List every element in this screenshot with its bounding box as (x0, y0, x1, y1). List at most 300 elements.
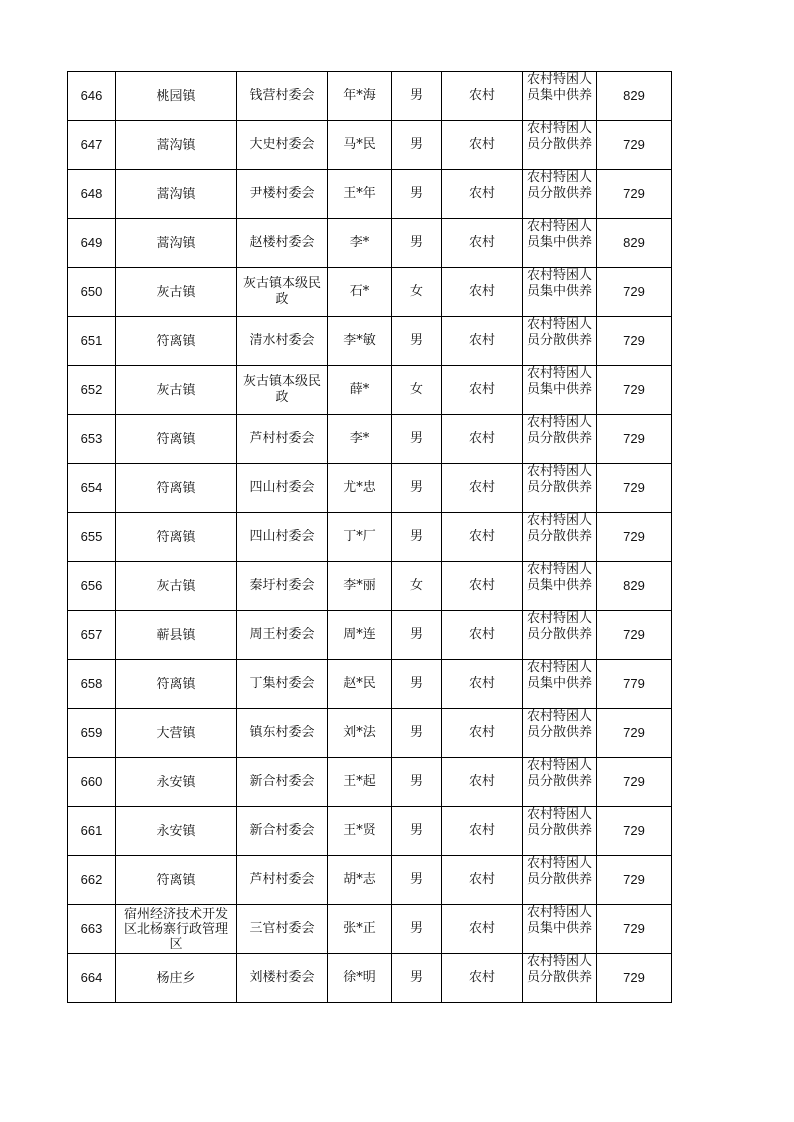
amount-text: 729 (623, 382, 645, 397)
town-text: 符离镇 (156, 333, 196, 349)
amount-cell (597, 807, 672, 856)
person-name-text: 胡*志 (343, 872, 376, 887)
amount-text: 779 (623, 676, 645, 691)
gender-cell (392, 464, 442, 513)
residence-area-text: 农村 (468, 627, 495, 642)
residence-area-text: 农村 (468, 676, 495, 691)
row-number-cell (68, 366, 116, 415)
village-committee-text: 新合村委会 (249, 774, 315, 789)
village-committee-cell (237, 611, 328, 660)
town-cell (116, 905, 237, 954)
support-type-cell (523, 807, 597, 856)
row-number-cell (68, 611, 116, 660)
residence-area-text: 农村 (468, 88, 495, 103)
residence-area-cell (442, 72, 523, 121)
village-committee-cell (237, 660, 328, 709)
row-number-text: 659 (80, 725, 103, 740)
village-committee-cell (237, 219, 328, 268)
residence-area-cell (442, 513, 523, 562)
residence-area-cell (442, 415, 523, 464)
amount-cell (597, 905, 672, 954)
town-cell (116, 268, 237, 317)
support-type-cell (523, 611, 597, 660)
village-committee-text: 镇东村委会 (249, 725, 315, 740)
amount-text: 829 (623, 235, 645, 250)
residence-area-cell (442, 317, 523, 366)
residence-area-text: 农村 (468, 333, 495, 348)
town-text: 符离镇 (156, 676, 196, 692)
support-type-cell (523, 954, 597, 1003)
village-committee-text: 钱营村委会 (249, 88, 315, 103)
support-type-cell (523, 366, 597, 415)
amount-cell (597, 464, 672, 513)
gender-text: 男 (409, 333, 423, 348)
amount-cell (597, 72, 672, 121)
row-number-cell (68, 415, 116, 464)
town-text: 大营镇 (156, 725, 196, 741)
support-type-cell (523, 72, 597, 121)
person-name-cell (328, 317, 392, 366)
village-committee-text: 尹楼村委会 (249, 186, 315, 201)
gender-text: 男 (409, 88, 423, 103)
residence-area-text: 农村 (468, 137, 495, 152)
person-name-cell (328, 366, 392, 415)
row-number-text: 646 (80, 88, 103, 103)
person-name-cell (328, 415, 392, 464)
row-number-cell (68, 954, 116, 1003)
person-name-text: 石* (349, 284, 370, 299)
amount-cell (597, 170, 672, 219)
support-type-cell (523, 905, 597, 954)
row-number-text: 655 (80, 529, 103, 544)
person-name-cell (328, 660, 392, 709)
village-committee-text: 灰古镇本级民政 (242, 276, 321, 307)
support-type-text: 农村特困人员集中供养 (526, 904, 592, 936)
town-text: 永安镇 (156, 774, 196, 790)
village-committee-cell (237, 856, 328, 905)
residence-area-text: 农村 (468, 480, 495, 495)
amount-text: 729 (623, 725, 645, 740)
gender-text: 男 (409, 235, 423, 250)
amount-text: 729 (623, 480, 645, 495)
gender-text: 女 (409, 578, 423, 593)
support-type-cell (523, 170, 597, 219)
table-row (68, 415, 672, 464)
person-name-text: 王*年 (343, 186, 376, 201)
gender-cell (392, 366, 442, 415)
support-type-text: 农村特困人员分散供养 (526, 120, 592, 152)
village-committee-text: 周王村委会 (249, 627, 315, 642)
row-number-text: 657 (80, 627, 103, 642)
table-row (68, 72, 672, 121)
person-name-text: 徐*明 (343, 970, 376, 985)
table-row (68, 121, 672, 170)
support-type-text: 农村特困人员分散供养 (526, 414, 592, 446)
support-type-cell (523, 660, 597, 709)
amount-cell (597, 219, 672, 268)
amount-cell (597, 268, 672, 317)
residence-area-cell (442, 660, 523, 709)
gender-cell (392, 121, 442, 170)
amount-text: 729 (623, 823, 645, 838)
row-number-cell (68, 219, 116, 268)
gender-text: 男 (409, 872, 423, 887)
gender-text: 男 (409, 431, 423, 446)
town-text: 符离镇 (156, 480, 196, 496)
residence-area-cell (442, 807, 523, 856)
residence-area-cell (442, 562, 523, 611)
person-name-text: 薛* (349, 382, 370, 397)
gender-cell (392, 513, 442, 562)
town-cell (116, 415, 237, 464)
row-number-text: 647 (80, 137, 103, 152)
support-type-cell (523, 121, 597, 170)
amount-text: 729 (623, 627, 645, 642)
residence-area-cell (442, 121, 523, 170)
person-name-text: 张*正 (343, 921, 376, 936)
residence-area-cell (442, 268, 523, 317)
residence-area-text: 农村 (468, 725, 495, 740)
residence-area-text: 农村 (468, 921, 495, 936)
table-row (68, 856, 672, 905)
amount-text: 729 (623, 431, 645, 446)
town-text: 符离镇 (156, 431, 196, 447)
village-committee-text: 灰古镇本级民政 (242, 374, 321, 405)
town-cell (116, 807, 237, 856)
village-committee-cell (237, 709, 328, 758)
gender-text: 男 (409, 137, 423, 152)
table-row (68, 366, 672, 415)
amount-cell (597, 611, 672, 660)
gender-cell (392, 709, 442, 758)
residence-area-cell (442, 905, 523, 954)
gender-cell (392, 170, 442, 219)
row-number-text: 656 (80, 578, 103, 593)
town-cell (116, 72, 237, 121)
residence-area-text: 农村 (468, 284, 495, 299)
amount-cell (597, 660, 672, 709)
row-number-cell (68, 660, 116, 709)
town-text: 蒿沟镇 (156, 186, 196, 202)
support-type-text: 农村特困人员分散供养 (526, 806, 592, 838)
residence-area-cell (442, 758, 523, 807)
person-name-cell (328, 170, 392, 219)
gender-cell (392, 72, 442, 121)
amount-text: 729 (623, 284, 645, 299)
amount-cell (597, 954, 672, 1003)
amount-cell (597, 856, 672, 905)
person-name-cell (328, 709, 392, 758)
row-number-cell (68, 121, 116, 170)
gender-cell (392, 856, 442, 905)
support-type-text: 农村特困人员分散供养 (526, 757, 592, 789)
town-text: 蒿沟镇 (156, 235, 196, 251)
gender-cell (392, 758, 442, 807)
village-committee-cell (237, 905, 328, 954)
gender-cell (392, 219, 442, 268)
town-cell (116, 611, 237, 660)
support-type-cell (523, 758, 597, 807)
village-committee-cell (237, 562, 328, 611)
village-committee-cell (237, 464, 328, 513)
gender-cell (392, 415, 442, 464)
row-number-text: 663 (80, 921, 103, 936)
town-cell (116, 709, 237, 758)
row-number-text: 652 (80, 382, 103, 397)
gender-text: 男 (409, 627, 423, 642)
support-type-cell (523, 415, 597, 464)
residence-area-text: 农村 (468, 970, 495, 985)
village-committee-text: 新合村委会 (249, 823, 315, 838)
town-text: 符离镇 (156, 529, 196, 545)
row-number-cell (68, 170, 116, 219)
person-name-cell (328, 562, 392, 611)
gender-text: 男 (409, 774, 423, 789)
row-number-cell (68, 905, 116, 954)
person-name-cell (328, 268, 392, 317)
support-type-text: 农村特困人员集中供养 (526, 218, 592, 250)
gender-cell (392, 905, 442, 954)
row-number-cell (68, 317, 116, 366)
row-number-cell (68, 72, 116, 121)
amount-cell (597, 366, 672, 415)
person-name-text: 马*民 (343, 137, 376, 152)
row-number-text: 648 (80, 186, 103, 201)
amount-cell (597, 562, 672, 611)
row-number-cell (68, 709, 116, 758)
row-number-cell (68, 464, 116, 513)
residence-area-cell (442, 464, 523, 513)
gender-text: 女 (409, 284, 423, 299)
amount-text: 829 (623, 578, 645, 593)
village-committee-cell (237, 954, 328, 1003)
village-committee-cell (237, 121, 328, 170)
table-row (68, 758, 672, 807)
person-name-cell (328, 856, 392, 905)
support-type-text: 农村特困人员分散供养 (526, 316, 592, 348)
town-cell (116, 170, 237, 219)
person-name-text: 李* (349, 431, 370, 446)
person-name-text: 王*贤 (343, 823, 376, 838)
residence-area-cell (442, 856, 523, 905)
amount-text: 729 (623, 970, 645, 985)
residence-area-text: 农村 (468, 823, 495, 838)
row-number-text: 660 (80, 774, 103, 789)
village-committee-text: 芦村村委会 (249, 431, 315, 446)
table-row (68, 905, 672, 954)
gender-text: 男 (409, 676, 423, 691)
person-name-cell (328, 219, 392, 268)
village-committee-cell (237, 317, 328, 366)
support-type-cell (523, 268, 597, 317)
residence-area-cell (442, 219, 523, 268)
town-cell (116, 562, 237, 611)
support-type-cell (523, 317, 597, 366)
support-type-text: 农村特困人员集中供养 (526, 267, 592, 299)
gender-cell (392, 660, 442, 709)
support-type-cell (523, 709, 597, 758)
village-committee-cell (237, 513, 328, 562)
person-name-text: 尤*忠 (343, 480, 376, 495)
residence-area-text: 农村 (468, 431, 495, 446)
table-row (68, 807, 672, 856)
town-text: 桃园镇 (156, 88, 196, 104)
village-committee-cell (237, 268, 328, 317)
village-committee-cell (237, 415, 328, 464)
town-text: 杨庄乡 (156, 970, 196, 986)
row-number-cell (68, 513, 116, 562)
person-name-cell (328, 513, 392, 562)
person-name-cell (328, 611, 392, 660)
village-committee-text: 刘楼村委会 (249, 970, 315, 985)
town-text: 蒿沟镇 (156, 137, 196, 153)
table-row (68, 562, 672, 611)
town-cell (116, 660, 237, 709)
support-type-text: 农村特困人员集中供养 (526, 561, 592, 593)
table-row (68, 464, 672, 513)
row-number-text: 649 (80, 235, 103, 250)
residence-area-cell (442, 366, 523, 415)
row-number-text: 654 (80, 480, 103, 495)
row-number-text: 651 (80, 333, 103, 348)
amount-text: 729 (623, 921, 645, 936)
person-name-text: 李* (349, 235, 370, 250)
town-text: 宿州经济技术开发区北杨寨行政管理区 (123, 906, 228, 952)
residence-area-text: 农村 (468, 774, 495, 789)
town-cell (116, 464, 237, 513)
village-committee-text: 大史村委会 (249, 137, 315, 152)
village-committee-cell (237, 366, 328, 415)
roster-body (68, 72, 672, 1003)
person-name-text: 赵*民 (343, 676, 376, 691)
gender-cell (392, 807, 442, 856)
row-number-text: 653 (80, 431, 103, 446)
person-name-cell (328, 758, 392, 807)
person-name-cell (328, 121, 392, 170)
person-name-cell (328, 905, 392, 954)
gender-text: 男 (409, 529, 423, 544)
residence-area-text: 农村 (468, 872, 495, 887)
amount-cell (597, 121, 672, 170)
support-type-text: 农村特困人员分散供养 (526, 512, 592, 544)
village-committee-text: 秦圩村委会 (249, 578, 315, 593)
residence-area-text: 农村 (468, 382, 495, 397)
table-row (68, 317, 672, 366)
table-row (68, 709, 672, 758)
residence-area-text: 农村 (468, 235, 495, 250)
village-committee-text: 丁集村委会 (249, 676, 315, 691)
amount-cell (597, 709, 672, 758)
person-name-text: 李*丽 (343, 578, 376, 593)
amount-cell (597, 758, 672, 807)
town-cell (116, 219, 237, 268)
residence-area-cell (442, 170, 523, 219)
gender-text: 男 (409, 480, 423, 495)
village-committee-cell (237, 170, 328, 219)
support-type-text: 农村特困人员分散供养 (526, 463, 592, 495)
village-committee-cell (237, 807, 328, 856)
gender-cell (392, 954, 442, 1003)
support-type-text: 农村特困人员集中供养 (526, 659, 592, 691)
town-text: 永安镇 (156, 823, 196, 839)
table-row (68, 611, 672, 660)
amount-text: 729 (623, 186, 645, 201)
support-type-text: 农村特困人员分散供养 (526, 610, 592, 642)
support-type-cell (523, 562, 597, 611)
amount-text: 729 (623, 137, 645, 152)
residence-area-text: 农村 (468, 529, 495, 544)
village-committee-text: 清水村委会 (249, 333, 315, 348)
village-committee-text: 三官村委会 (249, 921, 315, 936)
table-row (68, 513, 672, 562)
amount-text: 729 (623, 774, 645, 789)
support-type-text: 农村特困人员分散供养 (526, 708, 592, 740)
person-name-text: 丁*厂 (343, 529, 376, 544)
town-cell (116, 513, 237, 562)
village-committee-cell (237, 758, 328, 807)
gender-text: 男 (409, 970, 423, 985)
row-number-cell (68, 807, 116, 856)
row-number-text: 650 (80, 284, 103, 299)
person-name-text: 刘*法 (343, 725, 376, 740)
gender-cell (392, 562, 442, 611)
town-cell (116, 317, 237, 366)
amount-text: 729 (623, 333, 645, 348)
gender-cell (392, 268, 442, 317)
person-name-text: 王*起 (343, 774, 376, 789)
row-number-cell (68, 758, 116, 807)
person-name-text: 周*连 (343, 627, 376, 642)
table-row (68, 268, 672, 317)
table-row (68, 954, 672, 1003)
support-type-cell (523, 856, 597, 905)
row-number-text: 664 (80, 970, 103, 985)
town-text: 蕲县镇 (156, 627, 196, 643)
person-name-cell (328, 807, 392, 856)
town-cell (116, 366, 237, 415)
person-name-text: 李*敏 (343, 333, 376, 348)
support-type-text: 农村特困人员集中供养 (526, 365, 592, 397)
support-type-text: 农村特困人员分散供养 (526, 169, 592, 201)
table-row (68, 219, 672, 268)
person-name-cell (328, 72, 392, 121)
gender-text: 男 (409, 725, 423, 740)
gender-cell (392, 317, 442, 366)
gender-text: 男 (409, 186, 423, 201)
support-type-text: 农村特困人员分散供养 (526, 855, 592, 887)
table-row (68, 660, 672, 709)
support-type-text: 农村特困人员分散供养 (526, 953, 592, 985)
town-text: 灰古镇 (156, 578, 196, 594)
amount-text: 729 (623, 872, 645, 887)
row-number-text: 658 (80, 676, 103, 691)
residence-area-text: 农村 (468, 578, 495, 593)
gender-text: 男 (409, 823, 423, 838)
town-text: 灰古镇 (156, 382, 196, 398)
amount-text: 729 (623, 529, 645, 544)
gender-text: 女 (409, 382, 423, 397)
row-number-cell (68, 268, 116, 317)
town-text: 符离镇 (156, 872, 196, 888)
amount-text: 829 (623, 88, 645, 103)
town-cell (116, 121, 237, 170)
table-row (68, 170, 672, 219)
row-number-text: 661 (80, 823, 103, 838)
relief-roster-table (67, 71, 672, 1003)
person-name-cell (328, 464, 392, 513)
residence-area-cell (442, 611, 523, 660)
person-name-text: 年*海 (343, 88, 376, 103)
